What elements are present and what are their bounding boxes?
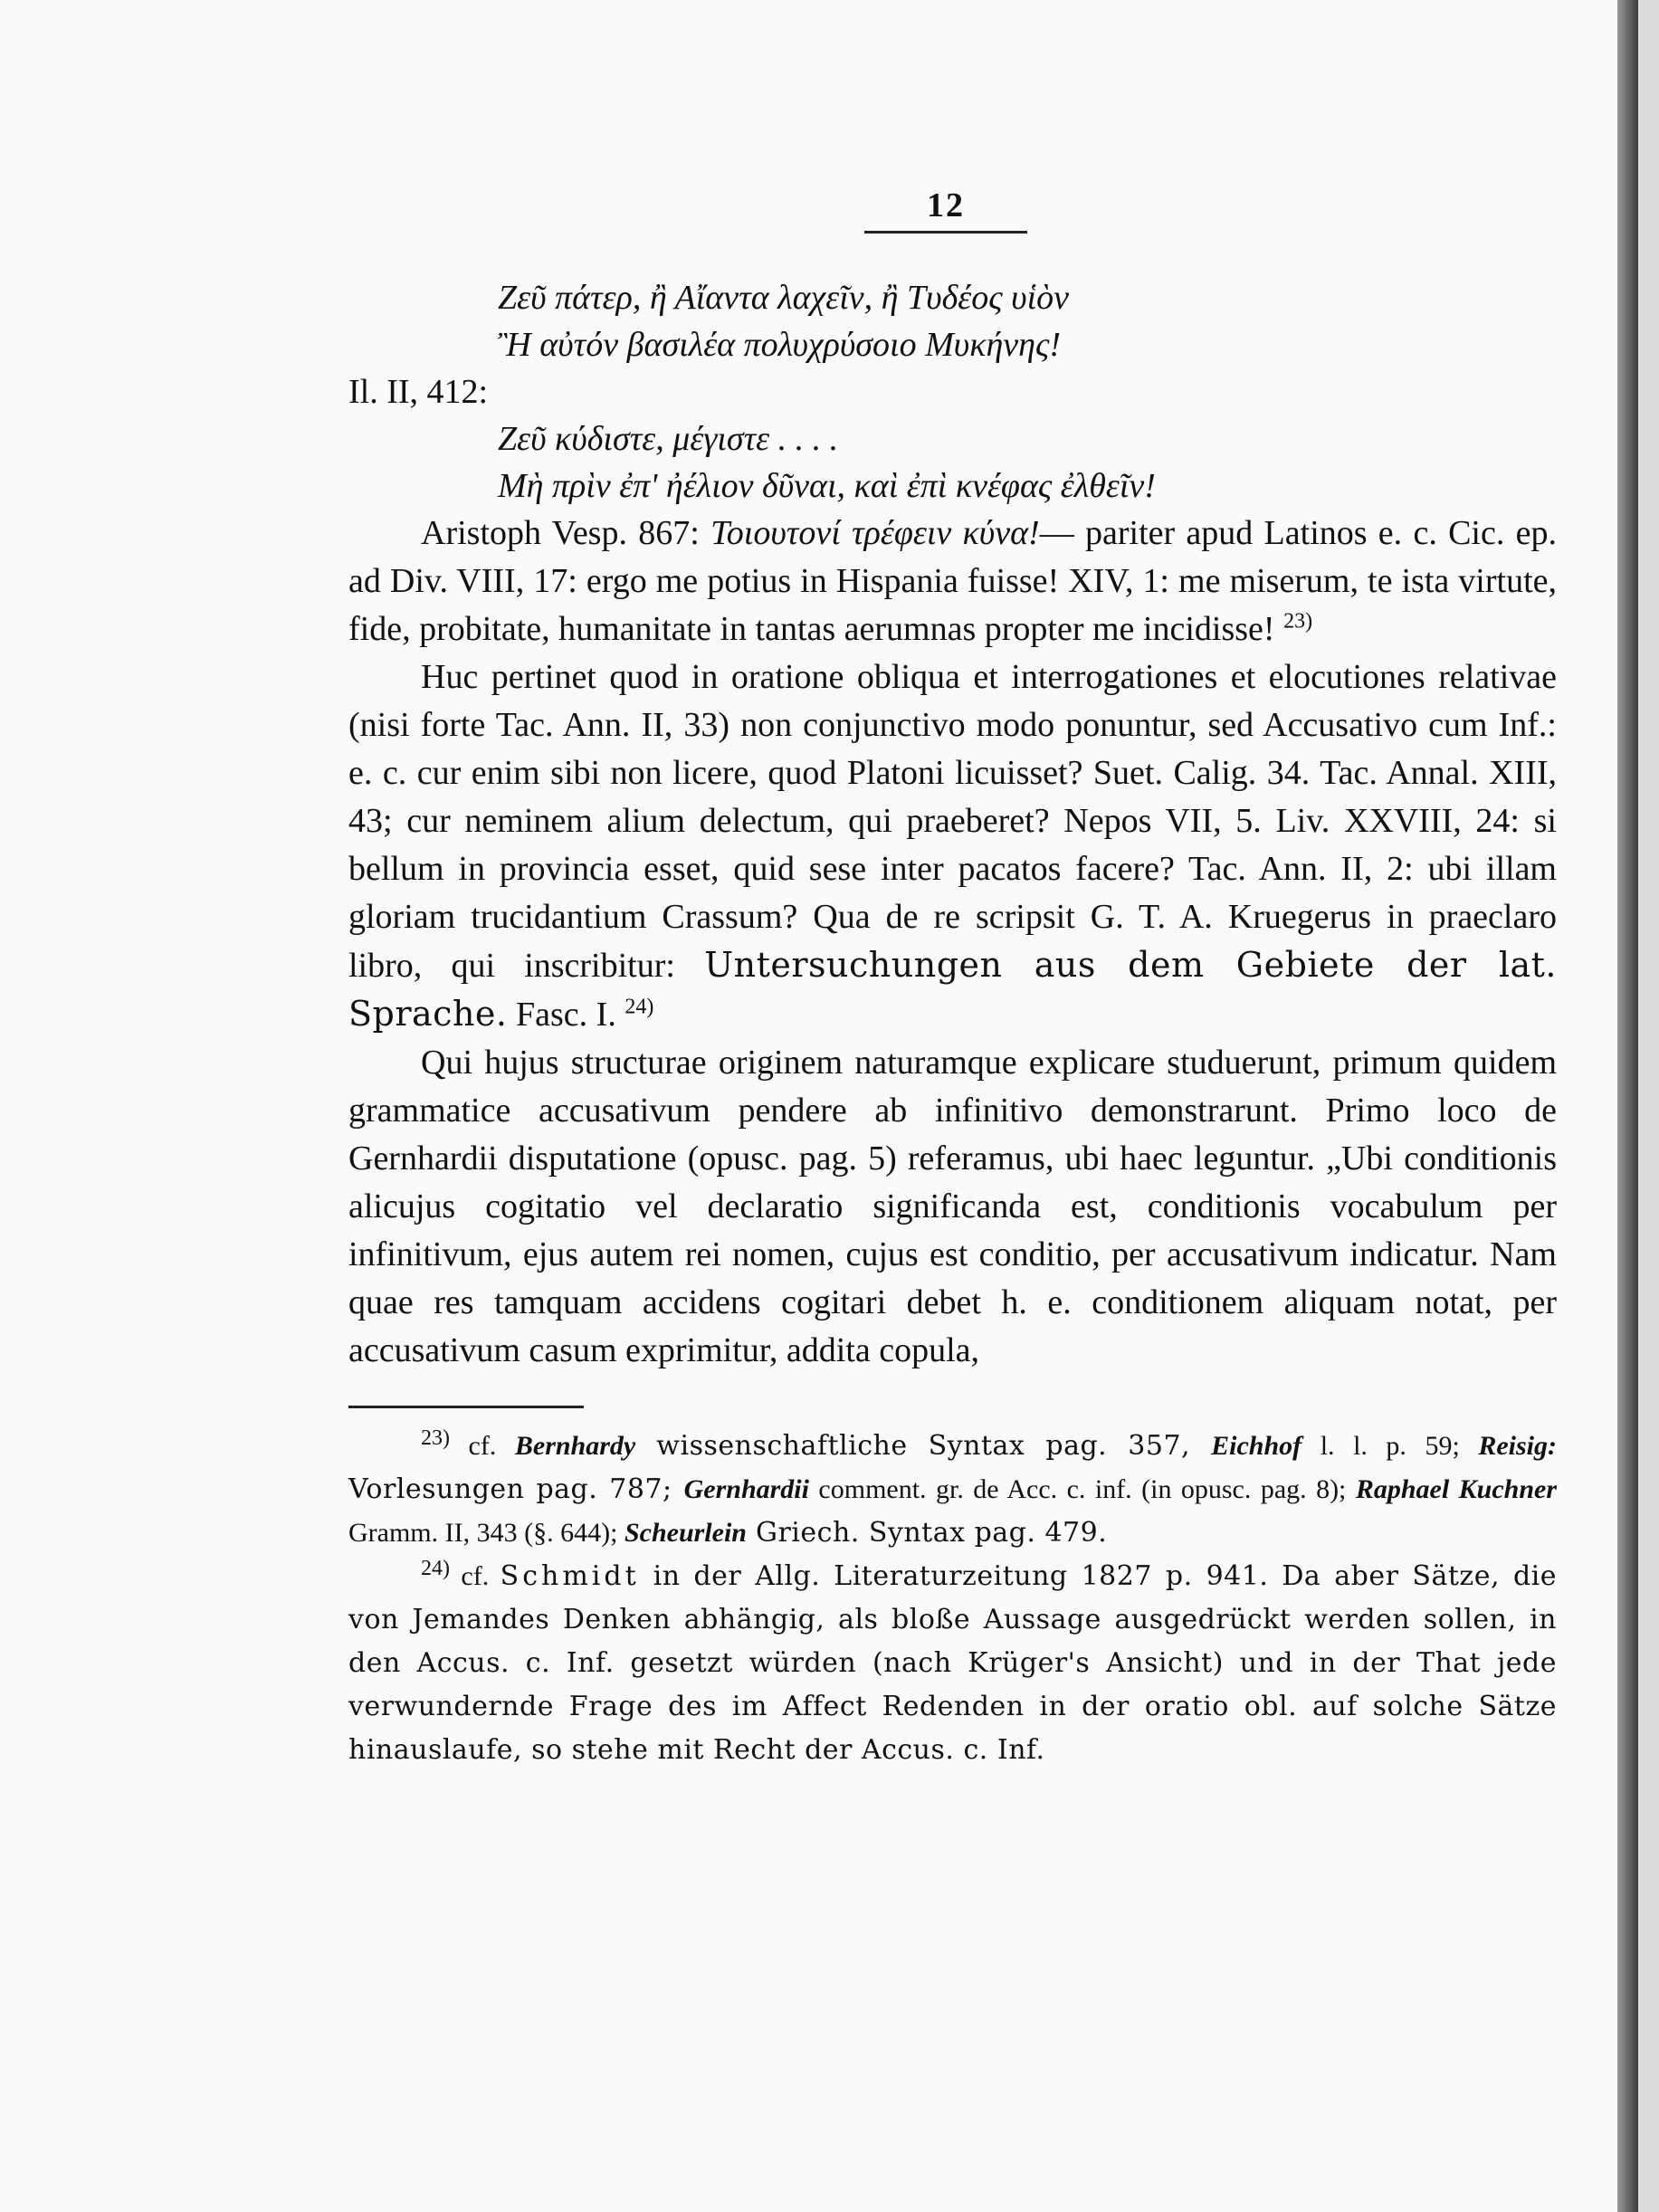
- author-name: Reisig:: [1478, 1431, 1557, 1461]
- greek-verse-line: Ζεῦ πάτερ, ἢ Αἴαντα λαχεῖν, ἢ Τυδέος υἱὸν: [498, 279, 1070, 317]
- footnote-number: 24): [421, 1557, 450, 1580]
- page-content: [348, 186, 1557, 1772]
- footnote-number: 23): [421, 1426, 450, 1450]
- greek-verse-line: Ἢ αὐτόν βασιλέα πολυχρύσοιο Μυκήνης!: [498, 326, 1062, 364]
- fraktur-title: Untersuchungen aus dem Gebiete der lat. Sprache.: [348, 945, 1557, 1034]
- page-edge-shadow: [1617, 0, 1638, 2212]
- footnote-23: [348, 1425, 1557, 1555]
- citation-reference: Il. II, 412:: [348, 373, 489, 411]
- paragraph-text: Huc pertinet quod in oratione obliqua et interrogationes et elocutiones relativae (nisi forte Tac. Ann. II, 33) non conjunctivo modo ponuntur, sed Accusativo cum Inf.: e. c. cur enim sibi non licere, quod Platoni licuisset? Suet. Calig. 34. Tac. Annal. XIII, 43; cur neminem alium delectum, qui praeberet? Nepos VII, 5. Liv. XXVIII, 24: si bellum in provincia esset, quid sese inter pacatos facere? Tac. Ann. II, 2: ubi illam gloriam trucidantium Crassum? Qua de re scripsit G. T. A. Kruegerus in praeclaro libro, qui inscribitur:: [348, 658, 1557, 985]
- footnote-text: Vorlesungen pag. 787;: [348, 1473, 684, 1505]
- footnote-text: in der Allg. Literaturzeitung 1827 p. 941. Da aber Sätze, die von Jemandes Denken abhängig, als bloße Aussage ausgedrückt werden sollen, in den Accus. c. Inf. gesetzt würden (nach Krüger's Ansicht) und in der That jede verwundernde Frage des im Affect Redenden in der oratio obl. auf solche Sätze hinauslaufe, so stehe mit Recht der Accus. c. Inf.: [348, 1560, 1557, 1766]
- author-name: Eichhof: [1211, 1431, 1302, 1461]
- greek-verse-line: Ζεῦ κύδιστε, μέγιστε . . . .: [498, 420, 839, 458]
- author-name: Scheurlein: [624, 1518, 747, 1548]
- paragraph-qui-hujus: Qui hujus structurae originem naturamque explicare studuerunt, primum quidem grammatice accusativum pendere ab infinitivo demonstrarunt. Primo loco de Gernhardii disputatione (opusc. pag. 5) referamus, ubi haec leguntur. „Ubi conditionis alicujus cogitatio vel declaratio significanda est, conditionis vocabulum per infinitivum, ejus autem rei nomen, cujus est conditio, per accusativum indicatur. Nam quae res tamquam accidens cogitari debet h. e. conditionem aliquam notat, per accusativum casum exprimitur, addita copula,: [348, 1044, 1557, 1369]
- footnote-text: Gramm. II, 343 (§. 644);: [348, 1518, 625, 1548]
- paragraph-aristoph: [348, 510, 1557, 653]
- paragraph-text: Aristoph Vesp. 867:: [421, 514, 711, 552]
- author-name: Gernhardii: [683, 1474, 809, 1504]
- greek-quote: Τοιουτονί τρέφειν κύνα!: [710, 514, 1040, 552]
- footnote-text: wissenschaftliche Syntax pag. 357,: [635, 1430, 1212, 1462]
- author-name: Raphael Kuchner: [1355, 1474, 1557, 1504]
- footnote-text: cf.: [450, 1561, 501, 1591]
- author-name: Schmidt: [500, 1560, 640, 1592]
- footnote-24: [348, 1555, 1557, 1772]
- footnote-text: Griech. Syntax pag. 479.: [746, 1517, 1108, 1549]
- footnote-text: comment. gr. de Acc. c. inf. (in opusc. pag. 8);: [808, 1474, 1356, 1504]
- paragraph-text: — pariter apud Latinos e. c. Cic. ep. ad Div. VIII, 17: ergo me potius in Hispania fuisse! XIV, 1: me miserum, te ista virtute, fide, probitate, humanitate in tantas aerumnas propter me incidisse!: [348, 514, 1557, 648]
- paragraph-huc-pertinet: [348, 653, 1557, 1039]
- footnote-text: cf.: [450, 1431, 515, 1461]
- greek-verse-line: Μὴ πρὶν ἐπ' ἠέλιον δῦναι, καὶ ἐπὶ κνέφας ἐλθεῖν!: [498, 467, 1156, 505]
- footnote-ref: 23): [1283, 609, 1313, 634]
- footnote-ref: 24): [625, 995, 654, 1019]
- footnote-divider: [348, 1406, 584, 1408]
- footnote-text: l. l. p. 59;: [1301, 1431, 1479, 1461]
- author-name: Bernhardy: [514, 1431, 636, 1461]
- paragraph-text: Fasc. I.: [507, 996, 625, 1034]
- page-number: 12: [864, 186, 1027, 234]
